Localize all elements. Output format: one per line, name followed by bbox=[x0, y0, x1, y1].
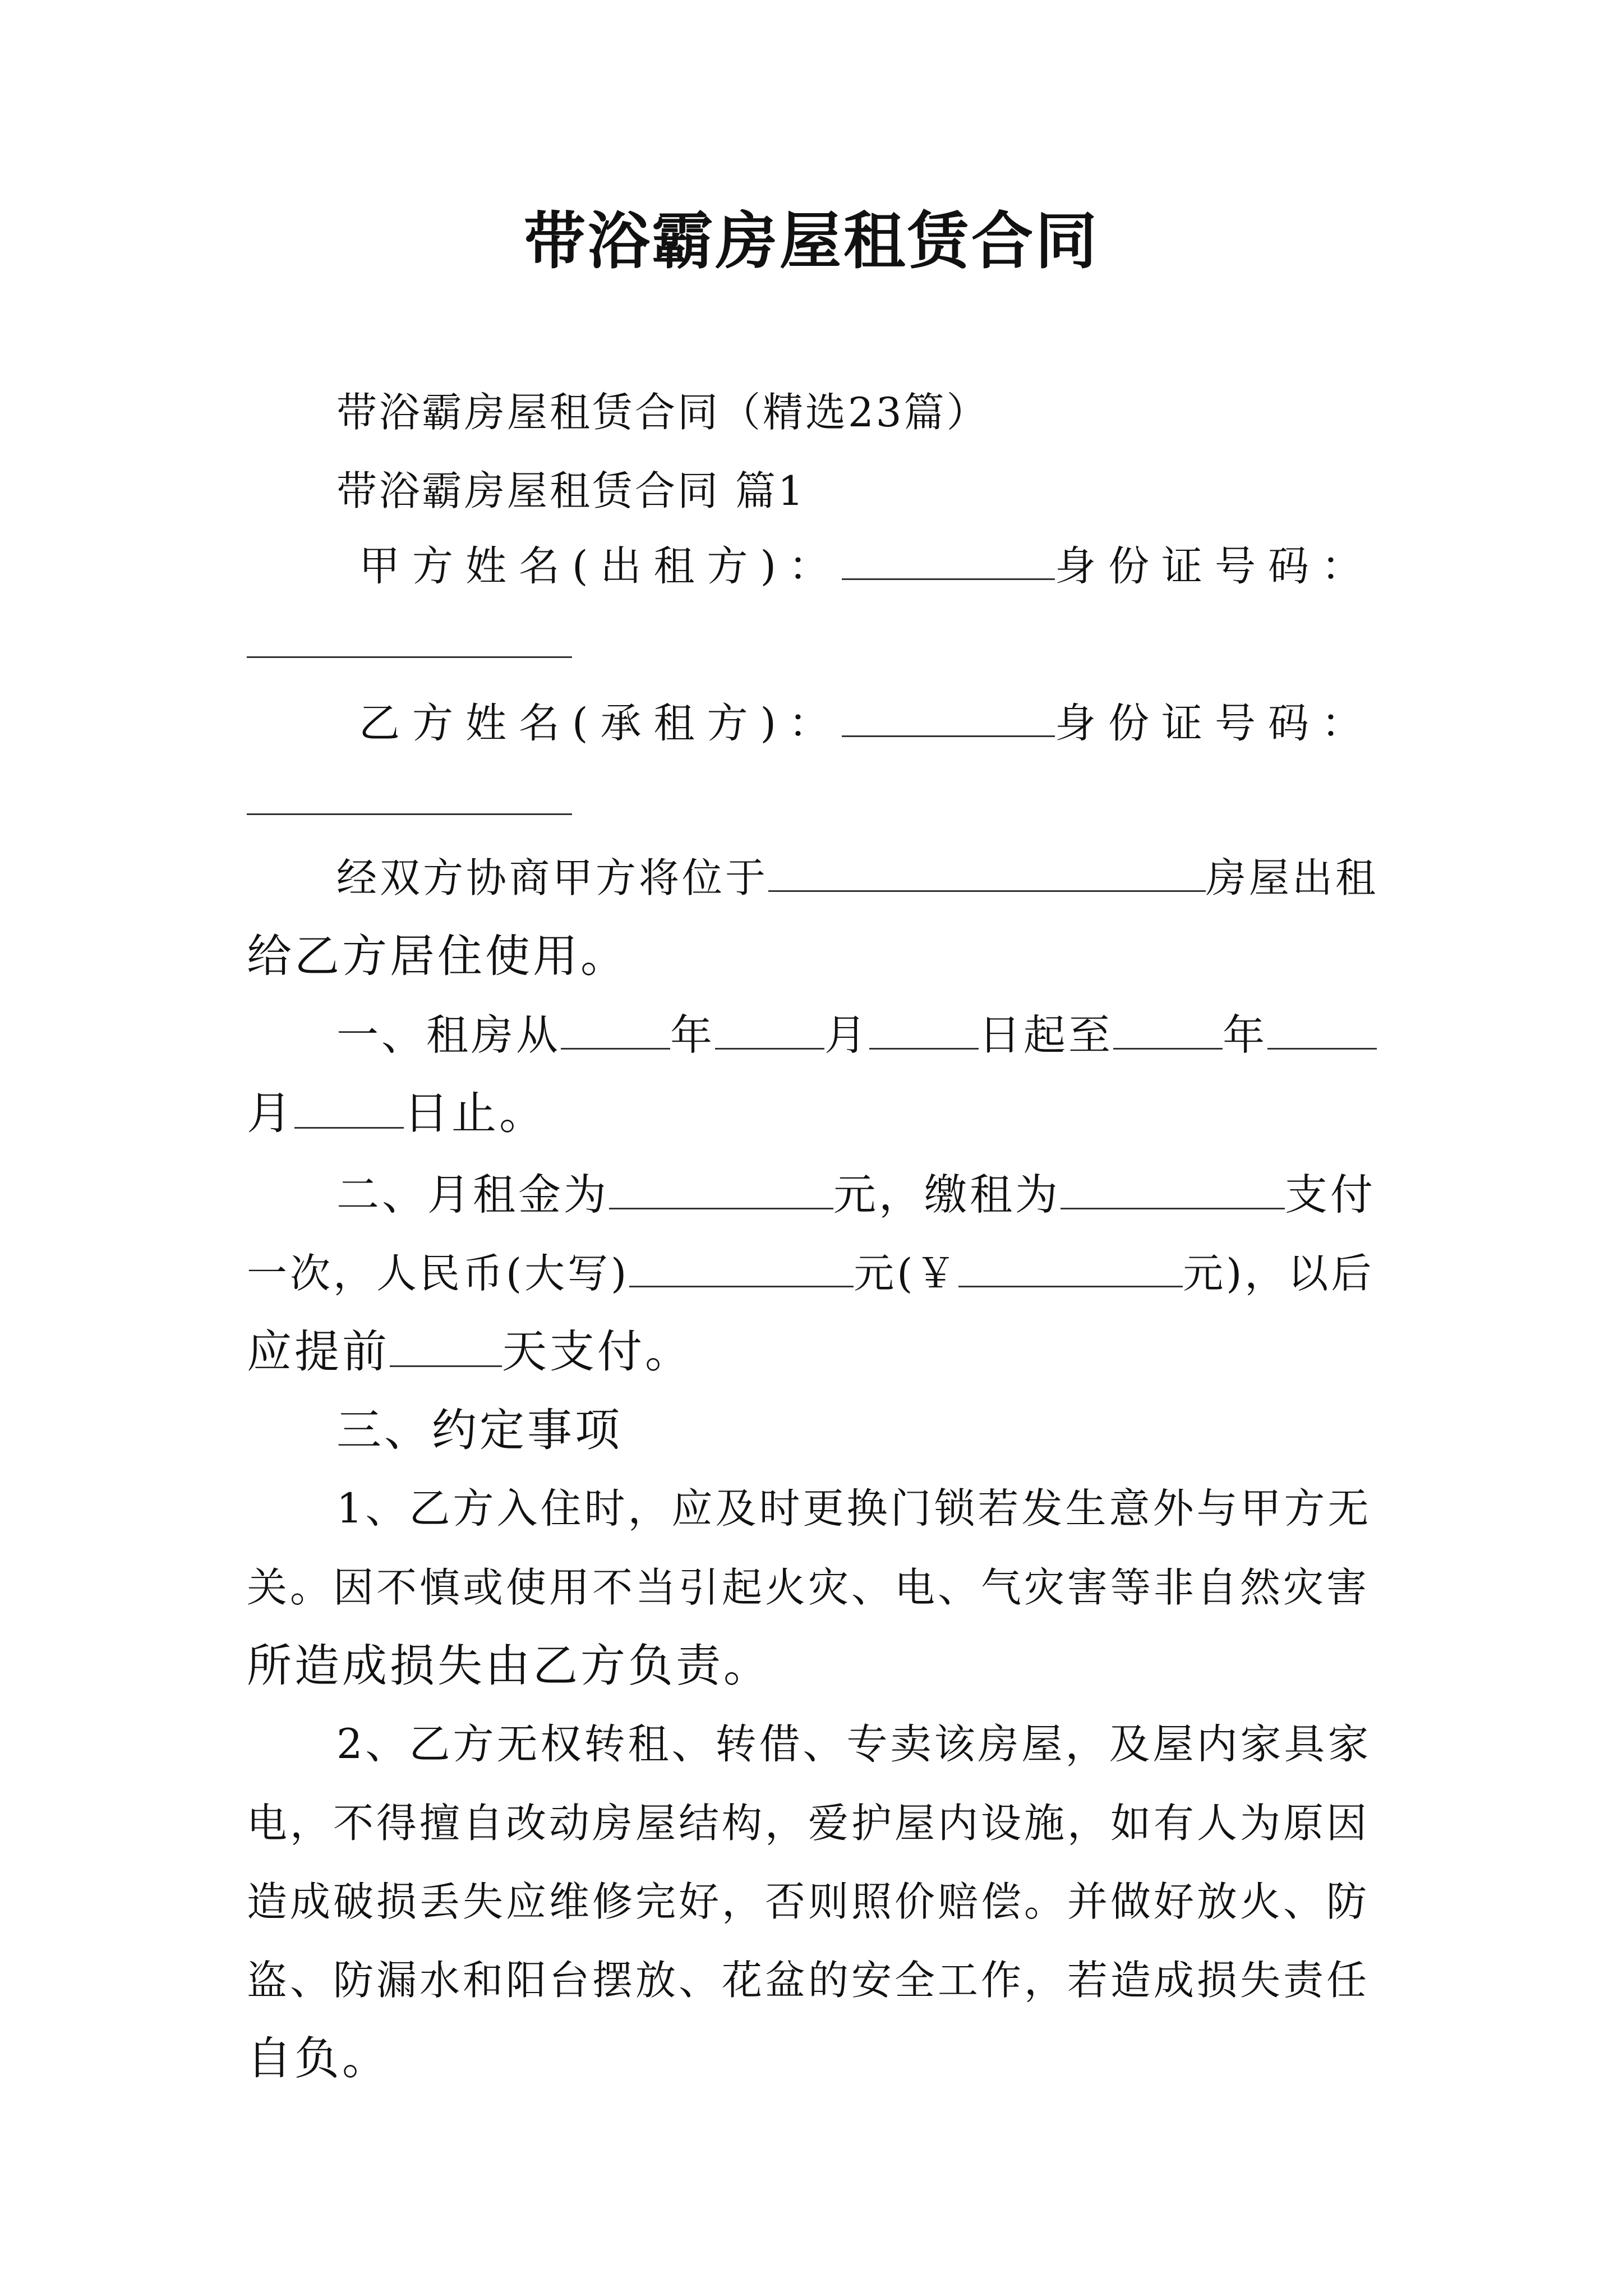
rent-label: 二、月租金为 bbox=[336, 1170, 609, 1220]
end-day-label: 日止。 bbox=[404, 1087, 547, 1139]
document-title: 带浴霸房屋租赁合同 bbox=[524, 205, 1099, 277]
end-day-blank bbox=[294, 1088, 404, 1129]
party-b-label: 乙方姓名(承租方)： bbox=[359, 700, 842, 747]
item2-line-5: 自负。 bbox=[247, 2032, 390, 2085]
party-a-id-label: 身份证号码： bbox=[1054, 542, 1375, 590]
intro-text-1: 经双方协商甲方将位于 bbox=[336, 854, 769, 901]
item2-line-4: 盗、防漏水和阳台摆放、花盆的安全工作，若造成损失责任 bbox=[247, 1957, 1370, 2004]
rmb-figure-blank bbox=[958, 1246, 1183, 1287]
rmb-figure-label: 元(￥ bbox=[854, 1250, 959, 1297]
intro-text-2: 房屋出租 bbox=[1206, 854, 1379, 901]
item1-line-1: 1、乙方入住时，应及时更换门锁若发生意外与甲方无 bbox=[336, 1485, 1372, 1533]
pay-label: 支付 bbox=[1285, 1170, 1376, 1220]
end-year-blank bbox=[1113, 1009, 1223, 1050]
item1-line-2: 关。因不慎或使用不当引起火灾、电、气灾害等非自然灾害 bbox=[247, 1564, 1370, 1611]
end-month-label: 月 bbox=[247, 1087, 294, 1139]
party-b-id-label: 身份证号码： bbox=[1054, 700, 1375, 747]
clause2-line-1 bbox=[336, 1164, 1376, 1226]
item1-line-3: 所造成损失由乙方负责。 bbox=[247, 1640, 771, 1692]
start-year-blank bbox=[561, 1009, 670, 1050]
advance-days-blank bbox=[390, 1326, 502, 1367]
item2-line-3: 造成破损丢失应维修完好，否则照价赔偿。并做好放火、防 bbox=[247, 1878, 1370, 1925]
clause1-text: 一、租房从 bbox=[336, 1010, 561, 1060]
monthly-rent-blank bbox=[609, 1168, 833, 1209]
end-month-blank-a bbox=[1267, 1009, 1377, 1050]
party-b-name-blank bbox=[842, 696, 1055, 737]
party-a-label: 甲方姓名(出租方)： bbox=[359, 542, 842, 590]
end-year-label: 年 bbox=[1223, 1010, 1268, 1060]
rmb-words-label: 一次，人民币(大写) bbox=[247, 1250, 630, 1297]
start-month-label: 月 bbox=[824, 1010, 870, 1060]
rmb-after-label: 元)，以后 bbox=[1183, 1250, 1375, 1297]
party-a-name-blank bbox=[842, 539, 1055, 580]
clause3-heading: 三、约定事项 bbox=[336, 1404, 623, 1456]
advance-label: 应提前 bbox=[247, 1326, 390, 1378]
section-heading: 带浴霸房屋租赁合同 篇1 bbox=[336, 467, 806, 514]
start-year-label: 年 bbox=[670, 1010, 716, 1060]
party-a-line bbox=[359, 536, 1375, 597]
clause2-line-3 bbox=[247, 1321, 693, 1383]
rmb-words-blank bbox=[629, 1246, 854, 1287]
clause1-line-2 bbox=[247, 1083, 547, 1144]
start-day-blank bbox=[869, 1009, 979, 1050]
party-a-id-blank bbox=[247, 656, 572, 658]
payment-cycle-blank bbox=[1061, 1168, 1285, 1209]
item2-line-1: 2、乙方无权转租、转借、专卖该房屋，及屋内家具家 bbox=[336, 1720, 1372, 1768]
party-b-id-blank bbox=[247, 813, 572, 815]
advance-days-label: 天支付。 bbox=[502, 1326, 693, 1378]
payment-cycle-label: 元，缴租为 bbox=[833, 1170, 1061, 1220]
clause1-line-1 bbox=[336, 1004, 1377, 1066]
intro-line-2: 给乙方居住使用。 bbox=[247, 930, 628, 982]
item2-line-2: 电，不得擅自改动房屋结构，爱护屋内设施，如有人为原因 bbox=[247, 1800, 1370, 1847]
document-subtitle: 带浴霸房屋租赁合同（精选23篇） bbox=[336, 389, 989, 436]
start-day-label: 日起至 bbox=[979, 1010, 1114, 1060]
property-address-blank bbox=[768, 851, 1206, 892]
party-b-line bbox=[359, 693, 1375, 754]
clause2-line-2 bbox=[247, 1243, 1374, 1304]
intro-line-1 bbox=[336, 847, 1378, 909]
start-month-blank bbox=[715, 1009, 824, 1050]
